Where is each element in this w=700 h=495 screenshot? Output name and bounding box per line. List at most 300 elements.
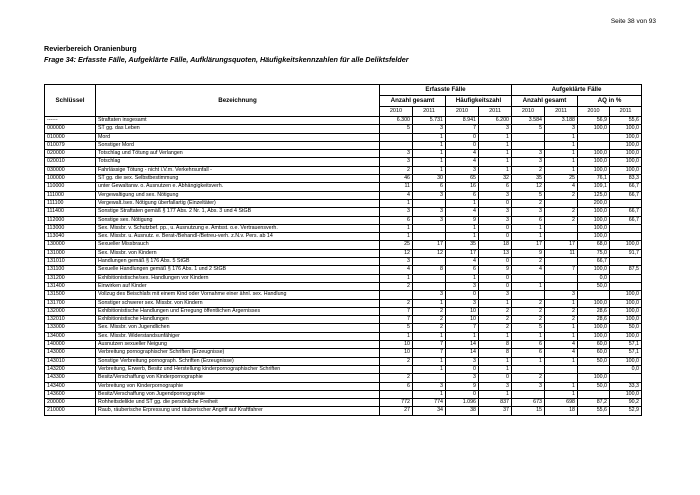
row-key: 133000 [45, 324, 96, 332]
hz-2011: 2 [479, 307, 512, 315]
hz-2010: 38 [446, 407, 479, 415]
row-key: 134000 [45, 332, 96, 340]
aq-2010: 100,0 [578, 208, 610, 216]
aq-2010: 200,0 [578, 199, 610, 207]
aq-2010: 68,0 [578, 241, 610, 249]
aufgeklaert-2010: 9 [512, 249, 545, 257]
row-key: 143400 [45, 382, 96, 390]
erfasst-2011: 3 [413, 208, 446, 216]
aufgeklaert-2011: 2 [545, 216, 578, 224]
aq-2011: 100,0 [610, 357, 642, 365]
aq-2010: 100,0 [578, 125, 610, 133]
row-key: 143000 [45, 349, 96, 357]
aufgeklaert-2011: 1 [545, 382, 578, 390]
hz-2011: 3 [479, 216, 512, 224]
aufgeklaert-2010 [512, 274, 545, 282]
row-description: Sonstige Verbreitung pornograph. Schriften (Erzeugnisse) [96, 357, 380, 365]
hz-2011: 1 [479, 332, 512, 340]
aq-2010: 28,6 [578, 307, 610, 315]
hz-2010: 4 [446, 150, 479, 158]
row-description: Fahrlässige Tötung - nicht i.V.m. Verkehrsunfall - [96, 166, 380, 174]
aufgeklaert-2010: 5 [512, 324, 545, 332]
aq-2010: 109,1 [578, 183, 610, 191]
aq-2011: 100,0 [610, 125, 642, 133]
table-row [45, 332, 642, 340]
header-year: 2010 [446, 107, 479, 117]
aq-2010: 55,6 [578, 407, 610, 415]
table-row [45, 224, 642, 232]
table-row [45, 117, 642, 125]
row-key: 111100 [45, 199, 96, 207]
hz-2010: 3 [446, 282, 479, 290]
hz-2011: 18 [479, 241, 512, 249]
erfasst-2011: 12 [413, 249, 446, 257]
erfasst-2011: 7 [413, 349, 446, 357]
header-year: 2010 [380, 107, 413, 117]
erfasst-2010 [380, 365, 413, 373]
erfasst-2010: 46 [380, 175, 413, 183]
row-key: 112000 [45, 216, 96, 224]
row-description: Mord [96, 133, 380, 141]
aufgeklaert-2010: 2 [512, 316, 545, 324]
hz-2010: 0 [446, 291, 479, 299]
aq-2010: 125,0 [578, 191, 610, 199]
row-key: 210000 [45, 407, 96, 415]
aq-2010 [578, 390, 610, 398]
aufgeklaert-2011 [545, 258, 578, 266]
aufgeklaert-2010 [512, 141, 545, 149]
erfasst-2011 [413, 274, 446, 282]
hz-2011: 1 [479, 390, 512, 398]
table-row [45, 258, 642, 266]
erfasst-2011: 1 [413, 158, 446, 166]
aufgeklaert-2011: 2 [545, 316, 578, 324]
erfasst-2010: 2 [380, 374, 413, 382]
aufgeklaert-2011 [545, 233, 578, 241]
table-row [45, 324, 642, 332]
row-key: 131400 [45, 282, 96, 290]
aq-2010: 100,0 [578, 332, 610, 340]
erfasst-2011: 1 [413, 150, 446, 158]
row-description: Straftaten insgesamt [96, 117, 380, 125]
aq-2010: 50,0 [578, 357, 610, 365]
hz-2011: 6 [479, 183, 512, 191]
aq-2011 [610, 199, 642, 207]
row-key: 131700 [45, 299, 96, 307]
erfasst-2010: 2 [380, 357, 413, 365]
table-row [45, 399, 642, 407]
aq-2011: 91,7 [610, 249, 642, 257]
aufgeklaert-2010: 6 [512, 349, 545, 357]
hz-2011: 3 [479, 125, 512, 133]
row-description: Sonstige sex. Nötigung [96, 216, 380, 224]
aufgeklaert-2010: 2 [512, 307, 545, 315]
erfasst-2011: 34 [413, 407, 446, 415]
aufgeklaert-2011: 4 [545, 341, 578, 349]
aufgeklaert-2011: 4 [545, 349, 578, 357]
row-description: Verbreitung pornographischer Schriften (Erzeugnisse) [96, 349, 380, 357]
erfasst-2010: 7 [380, 307, 413, 315]
aufgeklaert-2011 [545, 224, 578, 232]
hz-2011: 3 [479, 191, 512, 199]
aufgeklaert-2010: 3 [512, 208, 545, 216]
aufgeklaert-2011: 3 [545, 125, 578, 133]
row-description: Vergewaltigung und sex. Nötigung [96, 191, 380, 199]
row-description: Besitz/Verschaffung von Jugendpornographie [96, 390, 380, 398]
aq-2011: 0,0 [610, 365, 642, 373]
hz-2010: 4 [446, 258, 479, 266]
erfasst-2010: 27 [380, 407, 413, 415]
row-description: ST gg. die sex. Selbstbestimmung [96, 175, 380, 183]
aufgeklaert-2011: 1 [545, 324, 578, 332]
header-year: 2011 [610, 107, 642, 117]
erfasst-2011 [413, 282, 446, 290]
aq-2010: 56,9 [578, 117, 610, 125]
aq-2011: 100,0 [610, 390, 642, 398]
erfasst-2010: 10 [380, 341, 413, 349]
aufgeklaert-2010: 35 [512, 175, 545, 183]
hz-2011: 1 [479, 133, 512, 141]
hz-2010: 1 [446, 224, 479, 232]
table-row [45, 382, 642, 390]
row-key: 131100 [45, 266, 96, 274]
aufgeklaert-2010 [512, 133, 545, 141]
erfasst-2011 [413, 233, 446, 241]
row-key: 132000 [45, 307, 96, 315]
hz-2010: 16 [446, 183, 479, 191]
table-row [45, 374, 642, 382]
erfasst-2011 [413, 224, 446, 232]
row-key: 010000 [45, 133, 96, 141]
aufgeklaert-2011: 2 [545, 191, 578, 199]
table-row [45, 291, 642, 299]
row-description: Einwirken auf Kinder [96, 282, 380, 290]
aq-2010: 100,0 [578, 150, 610, 158]
erfasst-2011: 1 [413, 357, 446, 365]
table-row [45, 133, 642, 141]
aq-2011: 57,1 [610, 349, 642, 357]
hz-2011: 8 [479, 349, 512, 357]
aufgeklaert-2010: 4 [512, 266, 545, 274]
table-row [45, 390, 642, 398]
aufgeklaert-2011: 1 [545, 141, 578, 149]
hz-2010: 1 [446, 199, 479, 207]
erfasst-2011: 2 [413, 307, 446, 315]
aq-2011: 100,0 [610, 291, 642, 299]
hz-2011: 837 [479, 399, 512, 407]
row-description: Sonstiger Mord [96, 141, 380, 149]
aq-2010: 87,2 [578, 399, 610, 407]
hz-2010: 1.096 [446, 399, 479, 407]
aufgeklaert-2011: 1 [545, 133, 578, 141]
row-description: Sonstige Straftaten gemäß § 177 Abs. 2 Nr. 1, Abs. 3 und 4 StGB [96, 208, 380, 216]
row-key: ------ [45, 117, 96, 125]
aufgeklaert-2011: 1 [545, 158, 578, 166]
aufgeklaert-2010: 2 [512, 299, 545, 307]
hz-2011: 6.200 [479, 117, 512, 125]
hz-2010: 14 [446, 349, 479, 357]
aq-2010: 66,7 [578, 258, 610, 266]
row-description: Totschlag und Tötung auf Verlangen [96, 150, 380, 158]
table-row [45, 241, 642, 249]
aq-2010: 76,1 [578, 175, 610, 183]
row-key: 010079 [45, 141, 96, 149]
aq-2011: 100,0 [610, 158, 642, 166]
row-key: 200000 [45, 399, 96, 407]
header-erfasste-faelle: Erfasste Fälle [380, 85, 512, 96]
erfasst-2010: 10 [380, 349, 413, 357]
hz-2011: 0 [479, 233, 512, 241]
header-key: Schlüssel [45, 85, 96, 117]
erfasst-2011: 1 [413, 390, 446, 398]
erfasst-2011: 2 [413, 324, 446, 332]
statistics-table [44, 84, 642, 416]
hz-2011: 13 [479, 249, 512, 257]
row-key: 143600 [45, 390, 96, 398]
aufgeklaert-2011: 25 [545, 175, 578, 183]
aq-2010: 100,0 [578, 166, 610, 174]
row-key: 110000 [45, 183, 96, 191]
table-row [45, 316, 642, 324]
table-row [45, 357, 642, 365]
row-description: Sex. Missbr. u. Ausnutz. e. Berat-/Behandl-/Betreu-verh. z.N.v. Pers. ab 14 [96, 233, 380, 241]
table-row [45, 191, 642, 199]
row-key: 020010 [45, 158, 96, 166]
row-description: Totschlag [96, 158, 380, 166]
hz-2011: 8 [479, 341, 512, 349]
table-body [45, 117, 642, 416]
row-key: 143200 [45, 365, 96, 373]
row-description: Sexuelle Handlungen gemäß § 176 Abs. 1 und 2 StGB [96, 266, 380, 274]
row-description: Sonstiger schwerer sex. Missbr. von Kindern [96, 299, 380, 307]
aq-2011: 100,0 [610, 316, 642, 324]
hz-2011: 1 [479, 150, 512, 158]
row-description: Exhibitionistische/sex. Handlungen vor Kindern [96, 274, 380, 282]
header-description: Bezeichnung [96, 85, 380, 117]
aq-2011: 100,0 [610, 141, 642, 149]
row-description: Handlungen gemäß § 176 Abs. 5 StGB [96, 258, 380, 266]
table-row [45, 125, 642, 133]
erfasst-2010: 5 [380, 125, 413, 133]
aufgeklaert-2010: 2 [512, 258, 545, 266]
aq-2011: 100,0 [610, 150, 642, 158]
erfasst-2010: 772 [380, 399, 413, 407]
table-row [45, 349, 642, 357]
hz-2011: 0 [479, 224, 512, 232]
row-key: 143300 [45, 374, 96, 382]
table-row [45, 407, 642, 415]
hz-2011: 0 [479, 374, 512, 382]
row-key: 131200 [45, 274, 96, 282]
table-row [45, 299, 642, 307]
aufgeklaert-2010 [512, 390, 545, 398]
hz-2011: 3 [479, 382, 512, 390]
row-description: Ausnutzen sexueller Neigung [96, 341, 380, 349]
aq-2011: 90,2 [610, 399, 642, 407]
hz-2011: 1 [479, 166, 512, 174]
hz-2010: 4 [446, 208, 479, 216]
aq-2010: 60,0 [578, 341, 610, 349]
aq-2010: 100,0 [578, 374, 610, 382]
row-key: 140000 [45, 341, 96, 349]
aufgeklaert-2011: 3.188 [545, 117, 578, 125]
row-description: Rohheitsdelikte und ST gg. die persönliche Freiheit [96, 399, 380, 407]
aufgeklaert-2010: 2 [512, 199, 545, 207]
erfasst-2011: 6 [413, 183, 446, 191]
aq-2011 [610, 282, 642, 290]
erfasst-2011: 1 [413, 332, 446, 340]
row-key: 000000 [45, 125, 96, 133]
aq-2010: 60,0 [578, 349, 610, 357]
row-key: 030000 [45, 166, 96, 174]
header-year: 2011 [479, 107, 512, 117]
erfasst-2010: 6 [380, 216, 413, 224]
row-description: Sex. Missbr. von Jugendlichen [96, 324, 380, 332]
table-row [45, 282, 642, 290]
aq-2010: 28,6 [578, 316, 610, 324]
hz-2011: 0 [479, 258, 512, 266]
table-row [45, 307, 642, 315]
table-row [45, 150, 642, 158]
aufgeklaert-2011: 1 [545, 332, 578, 340]
erfasst-2011: 1 [413, 141, 446, 149]
aufgeklaert-2010: 1 [512, 282, 545, 290]
row-description: Vergewalt./sex. Nötigung überfallartig (Einzeltäter) [96, 199, 380, 207]
erfasst-2010: 12 [380, 249, 413, 257]
report-subtitle: Frage 34: Erfasste Fälle, Aufgeklärte Fälle, Aufklärungsquoten, Häufigkeitskennzahlen für alle Deliktsfelder [44, 55, 409, 64]
hz-2010: 8.941 [446, 117, 479, 125]
table-row [45, 166, 642, 174]
hz-2010: 0 [446, 365, 479, 373]
erfasst-2011: 3 [413, 191, 446, 199]
aq-2010: 100,0 [578, 233, 610, 241]
aufgeklaert-2011: 2 [545, 208, 578, 216]
aq-2011: 87,5 [610, 266, 642, 274]
erfasst-2010: 4 [380, 266, 413, 274]
table-row [45, 158, 642, 166]
hz-2010: 14 [446, 341, 479, 349]
erfasst-2010 [380, 291, 413, 299]
erfasst-2011: 3 [413, 125, 446, 133]
row-key: 020000 [45, 150, 96, 158]
erfasst-2010: 3 [380, 150, 413, 158]
aq-2010: 0,0 [578, 274, 610, 282]
table-row [45, 208, 642, 216]
aufgeklaert-2010: 17 [512, 241, 545, 249]
hz-2010: 0 [446, 390, 479, 398]
erfasst-2010: 3 [380, 258, 413, 266]
erfasst-2011: 3 [413, 216, 446, 224]
aq-2011 [610, 258, 642, 266]
erfasst-2011: 3 [413, 291, 446, 299]
table-row [45, 249, 642, 257]
hz-2011: 9 [479, 266, 512, 274]
erfasst-2010: 7 [380, 316, 413, 324]
aufgeklaert-2010: 1 [512, 357, 545, 365]
aq-2010: 100,0 [578, 216, 610, 224]
hz-2010: 6 [446, 191, 479, 199]
hz-2011: 2 [479, 316, 512, 324]
header-aufgeklaerte-faelle: Aufgeklärte Fälle [512, 85, 642, 96]
erfasst-2011: 1 [413, 365, 446, 373]
table-row [45, 365, 642, 373]
hz-2010: 9 [446, 216, 479, 224]
erfasst-2011 [413, 374, 446, 382]
aq-2010: 100,0 [578, 224, 610, 232]
aufgeklaert-2011: 4 [545, 183, 578, 191]
erfasst-2010: 25 [380, 241, 413, 249]
report-title: Revierbereich Oranienburg [44, 44, 137, 53]
erfasst-2010 [380, 133, 413, 141]
erfasst-2010: 5 [380, 324, 413, 332]
aufgeklaert-2010: 2 [512, 374, 545, 382]
erfasst-2010 [380, 390, 413, 398]
row-key: 111000 [45, 191, 96, 199]
row-key: 113000 [45, 224, 96, 232]
aq-2011: 57,1 [610, 341, 642, 349]
row-description: ST gg. das Leben [96, 125, 380, 133]
aq-2011 [610, 233, 642, 241]
aq-2010 [578, 133, 610, 141]
hz-2011: 1 [479, 141, 512, 149]
aq-2011: 100,0 [610, 166, 642, 174]
row-description: Verbreitung, Erwerb, Besitz und Herstellung kinderpornographischer Schriften [96, 365, 380, 373]
hz-2011: 0 [479, 199, 512, 207]
aufgeklaert-2010: 5 [512, 125, 545, 133]
table-row [45, 216, 642, 224]
erfasst-2010: 1 [380, 332, 413, 340]
aq-2011: 100,0 [610, 299, 642, 307]
aq-2011: 66,7 [610, 191, 642, 199]
hz-2010: 1 [446, 233, 479, 241]
erfasst-2010: 1 [380, 224, 413, 232]
hz-2011: 37 [479, 407, 512, 415]
header-anzahl-gesamt-erfasst: Anzahl gesamt [380, 96, 446, 107]
aufgeklaert-2011: 1 [545, 150, 578, 158]
hz-2010: 0 [446, 133, 479, 141]
hz-2010: 1 [446, 332, 479, 340]
aq-2010: 50,0 [578, 382, 610, 390]
hz-2011: 1 [479, 357, 512, 365]
hz-2011: 2 [479, 324, 512, 332]
hz-2010: 6 [446, 266, 479, 274]
aufgeklaert-2011 [545, 365, 578, 373]
table-row [45, 233, 642, 241]
aufgeklaert-2010: 3 [512, 150, 545, 158]
row-description: Exhibitionistische Handlungen und Erregung öffentlichen Ärgernisses [96, 307, 380, 315]
table-row [45, 175, 642, 183]
erfasst-2010: 1 [380, 274, 413, 282]
aq-2011 [610, 224, 642, 232]
aq-2011: 52,9 [610, 407, 642, 415]
row-description: Vollzug des Beischlafs mit einem Kind oder Vornahme einer ähnl. sex. Handlung [96, 291, 380, 299]
aufgeklaert-2011: 3 [545, 291, 578, 299]
hz-2010: 10 [446, 316, 479, 324]
erfasst-2011: 7 [413, 341, 446, 349]
erfasst-2010: 6.300 [380, 117, 413, 125]
aufgeklaert-2010: 3.584 [512, 117, 545, 125]
hz-2011: 3 [479, 208, 512, 216]
aq-2011 [610, 274, 642, 282]
erfasst-2010: 3 [380, 208, 413, 216]
aq-2011: 50,0 [610, 324, 642, 332]
aq-2011: 100,0 [610, 332, 642, 340]
row-description: unter Gewaltanw. o. Ausnutzen e. Abhängigkeitsverh. [96, 183, 380, 191]
erfasst-2011: 30 [413, 175, 446, 183]
aq-2010: 100,0 [578, 324, 610, 332]
aufgeklaert-2011: 18 [545, 407, 578, 415]
aufgeklaert-2011: 1 [545, 299, 578, 307]
